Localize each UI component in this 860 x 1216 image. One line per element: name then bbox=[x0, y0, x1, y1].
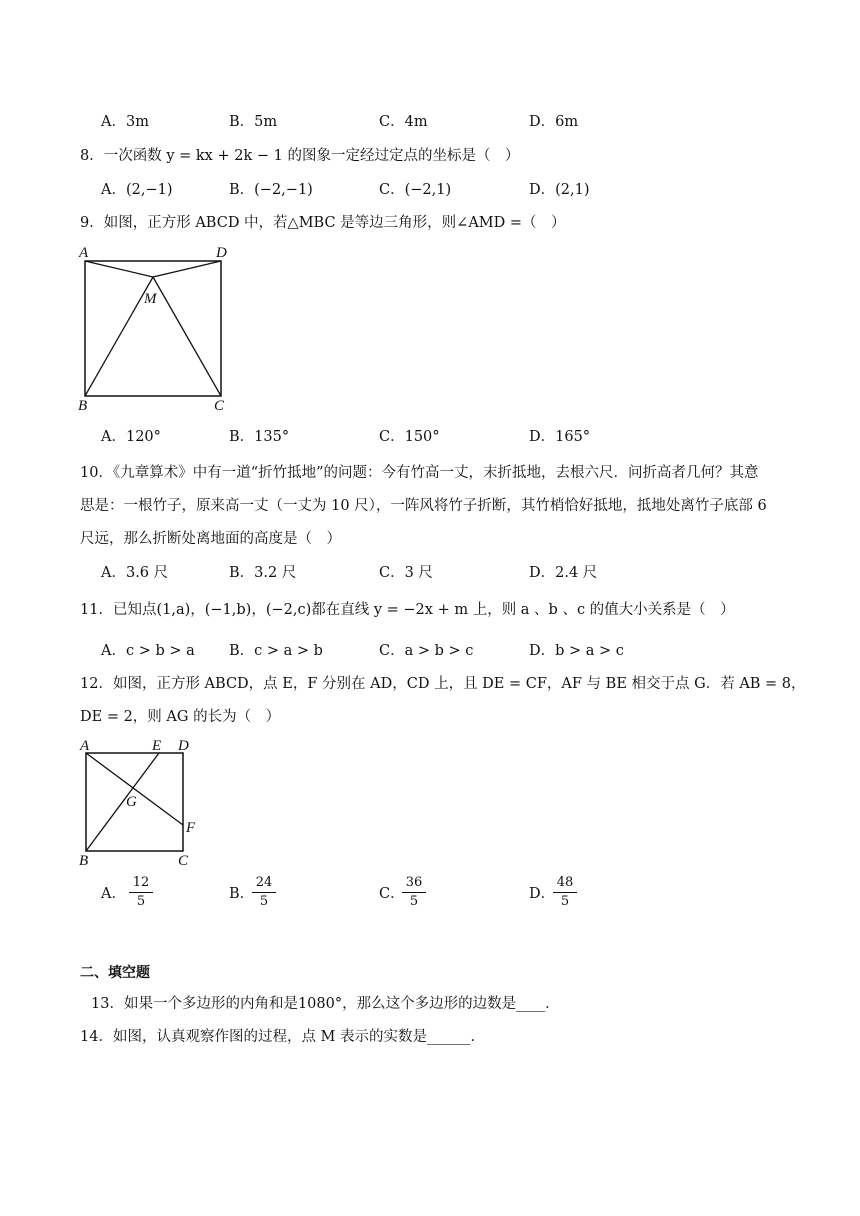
q12-option-a-denominator: 5 bbox=[136, 894, 146, 909]
q9-figure-square-abcd bbox=[76, 242, 236, 414]
q12-option-c-letter: C． bbox=[379, 886, 405, 902]
q9-label-b: B bbox=[78, 398, 88, 414]
q12-option-b-denominator: 5 bbox=[259, 894, 269, 909]
q11-stem: 11．已知点(1,a)，(−1,b)，(−2,c)都在直线 y = −2x + m 上，则 a 、b 、c 的值大小关系是（ ） bbox=[80, 602, 735, 618]
q12-option-c-numerator: 36 bbox=[405, 875, 423, 890]
q12-label-c: C bbox=[178, 853, 189, 868]
q11-option-d: D．b > a > c bbox=[529, 643, 624, 659]
q12-label-a: A bbox=[80, 738, 90, 754]
q9-option-d: D．165° bbox=[529, 429, 591, 445]
q12-option-a-numerator: 12 bbox=[132, 875, 150, 890]
q12-option-c-denominator: 5 bbox=[409, 894, 419, 909]
q12-option-d-numerator: 48 bbox=[556, 875, 574, 890]
q14-text: 14．如图，认真观察作图的过程，点 M 表示的实数是______． bbox=[80, 1029, 486, 1045]
q12-label-g: G bbox=[126, 794, 137, 810]
q11-option-c: C．a > b > c bbox=[379, 643, 474, 659]
q10-option-b: B．3.2 尺 bbox=[229, 565, 297, 581]
q7-option-d: D．6m bbox=[529, 114, 579, 130]
q12-label-d: D bbox=[178, 738, 189, 754]
q7-option-a: A．3m bbox=[101, 114, 149, 130]
q10-option-d: D．2.4 尺 bbox=[529, 565, 598, 581]
q10-line-2: 思是：一根竹子，原来高一丈（一丈为 10 尺），一阵风将竹子折断，其竹梢恰好抵地，抵地处离竹子底部 6 bbox=[80, 498, 767, 514]
q8-stem: 8．一次函数 y = kx + 2k − 1 的图象一定经过定点的坐标是（ ） bbox=[80, 148, 520, 164]
q7-option-b: B．5m bbox=[229, 114, 278, 130]
q9-option-a: A．120° bbox=[101, 429, 161, 445]
q9-option-c: C．150° bbox=[379, 429, 440, 445]
q9-option-b: B．135° bbox=[229, 429, 290, 445]
q9-stem: 9．如图，正方形 ABCD 中，若△MBC 是等边三角形，则∠AMD =（ ） bbox=[80, 215, 566, 231]
q12-line-1: 12．如图，正方形 ABCD，点 E，F 分别在 AD，CD 上，且 DE = CF，AF 与 BE 相交于点 G．若 AB = 8， bbox=[80, 676, 806, 692]
q10-line-1: 10．《九章算术》中有一道“折竹抵地”的问题：今有竹高一丈，末折抵地，去根六尺．问折高者几何？其意 bbox=[80, 465, 759, 481]
q9-label-d: D bbox=[216, 245, 227, 261]
q12-figure-square-abcd bbox=[76, 734, 206, 868]
q12-option-a-letter: A． bbox=[101, 886, 126, 902]
q13-text: 13．如果一个多边形的内角和是1080°，那么这个多边形的边数是____． bbox=[91, 996, 560, 1012]
q12-option-d-fraction bbox=[553, 875, 577, 910]
q9-label-c: C bbox=[214, 398, 225, 414]
q10-option-c: C．3 尺 bbox=[379, 565, 433, 581]
q9-label-m: M bbox=[144, 291, 157, 307]
q12-option-b-fraction bbox=[252, 875, 276, 910]
q12-option-b-numerator: 24 bbox=[255, 875, 273, 890]
q9-label-a: A bbox=[79, 245, 89, 261]
q12-label-e: E bbox=[152, 738, 162, 754]
q12-option-c-fraction bbox=[402, 875, 426, 910]
q12-line-2: DE = 2，则 AG 的长为（ ） bbox=[80, 709, 281, 725]
q10-option-a: A．3.6 尺 bbox=[101, 565, 169, 581]
q7-option-c: C．4m bbox=[379, 114, 428, 130]
q8-option-c: C．(−2,1) bbox=[379, 182, 452, 198]
section-title-fill-in-blank: 二、填空题 bbox=[80, 965, 150, 981]
q12-option-d-letter: D． bbox=[529, 886, 556, 902]
q12-option-b-letter: B． bbox=[229, 886, 255, 902]
q10-line-3: 尺远，那么折断处离地面的高度是（ ） bbox=[80, 531, 341, 547]
q8-option-d: D．(2,1) bbox=[529, 182, 590, 198]
q12-option-a-fraction bbox=[129, 875, 153, 910]
q11-option-b: B．c > a > b bbox=[229, 643, 323, 659]
q11-option-a: A．c > b > a bbox=[101, 643, 195, 659]
q8-option-a: A．(2,−1) bbox=[101, 182, 173, 198]
q12-label-b: B bbox=[79, 853, 89, 868]
q12-option-d-denominator: 5 bbox=[560, 894, 570, 909]
q12-label-f: F bbox=[186, 820, 196, 836]
q8-option-b: B．(−2,−1) bbox=[229, 182, 313, 198]
